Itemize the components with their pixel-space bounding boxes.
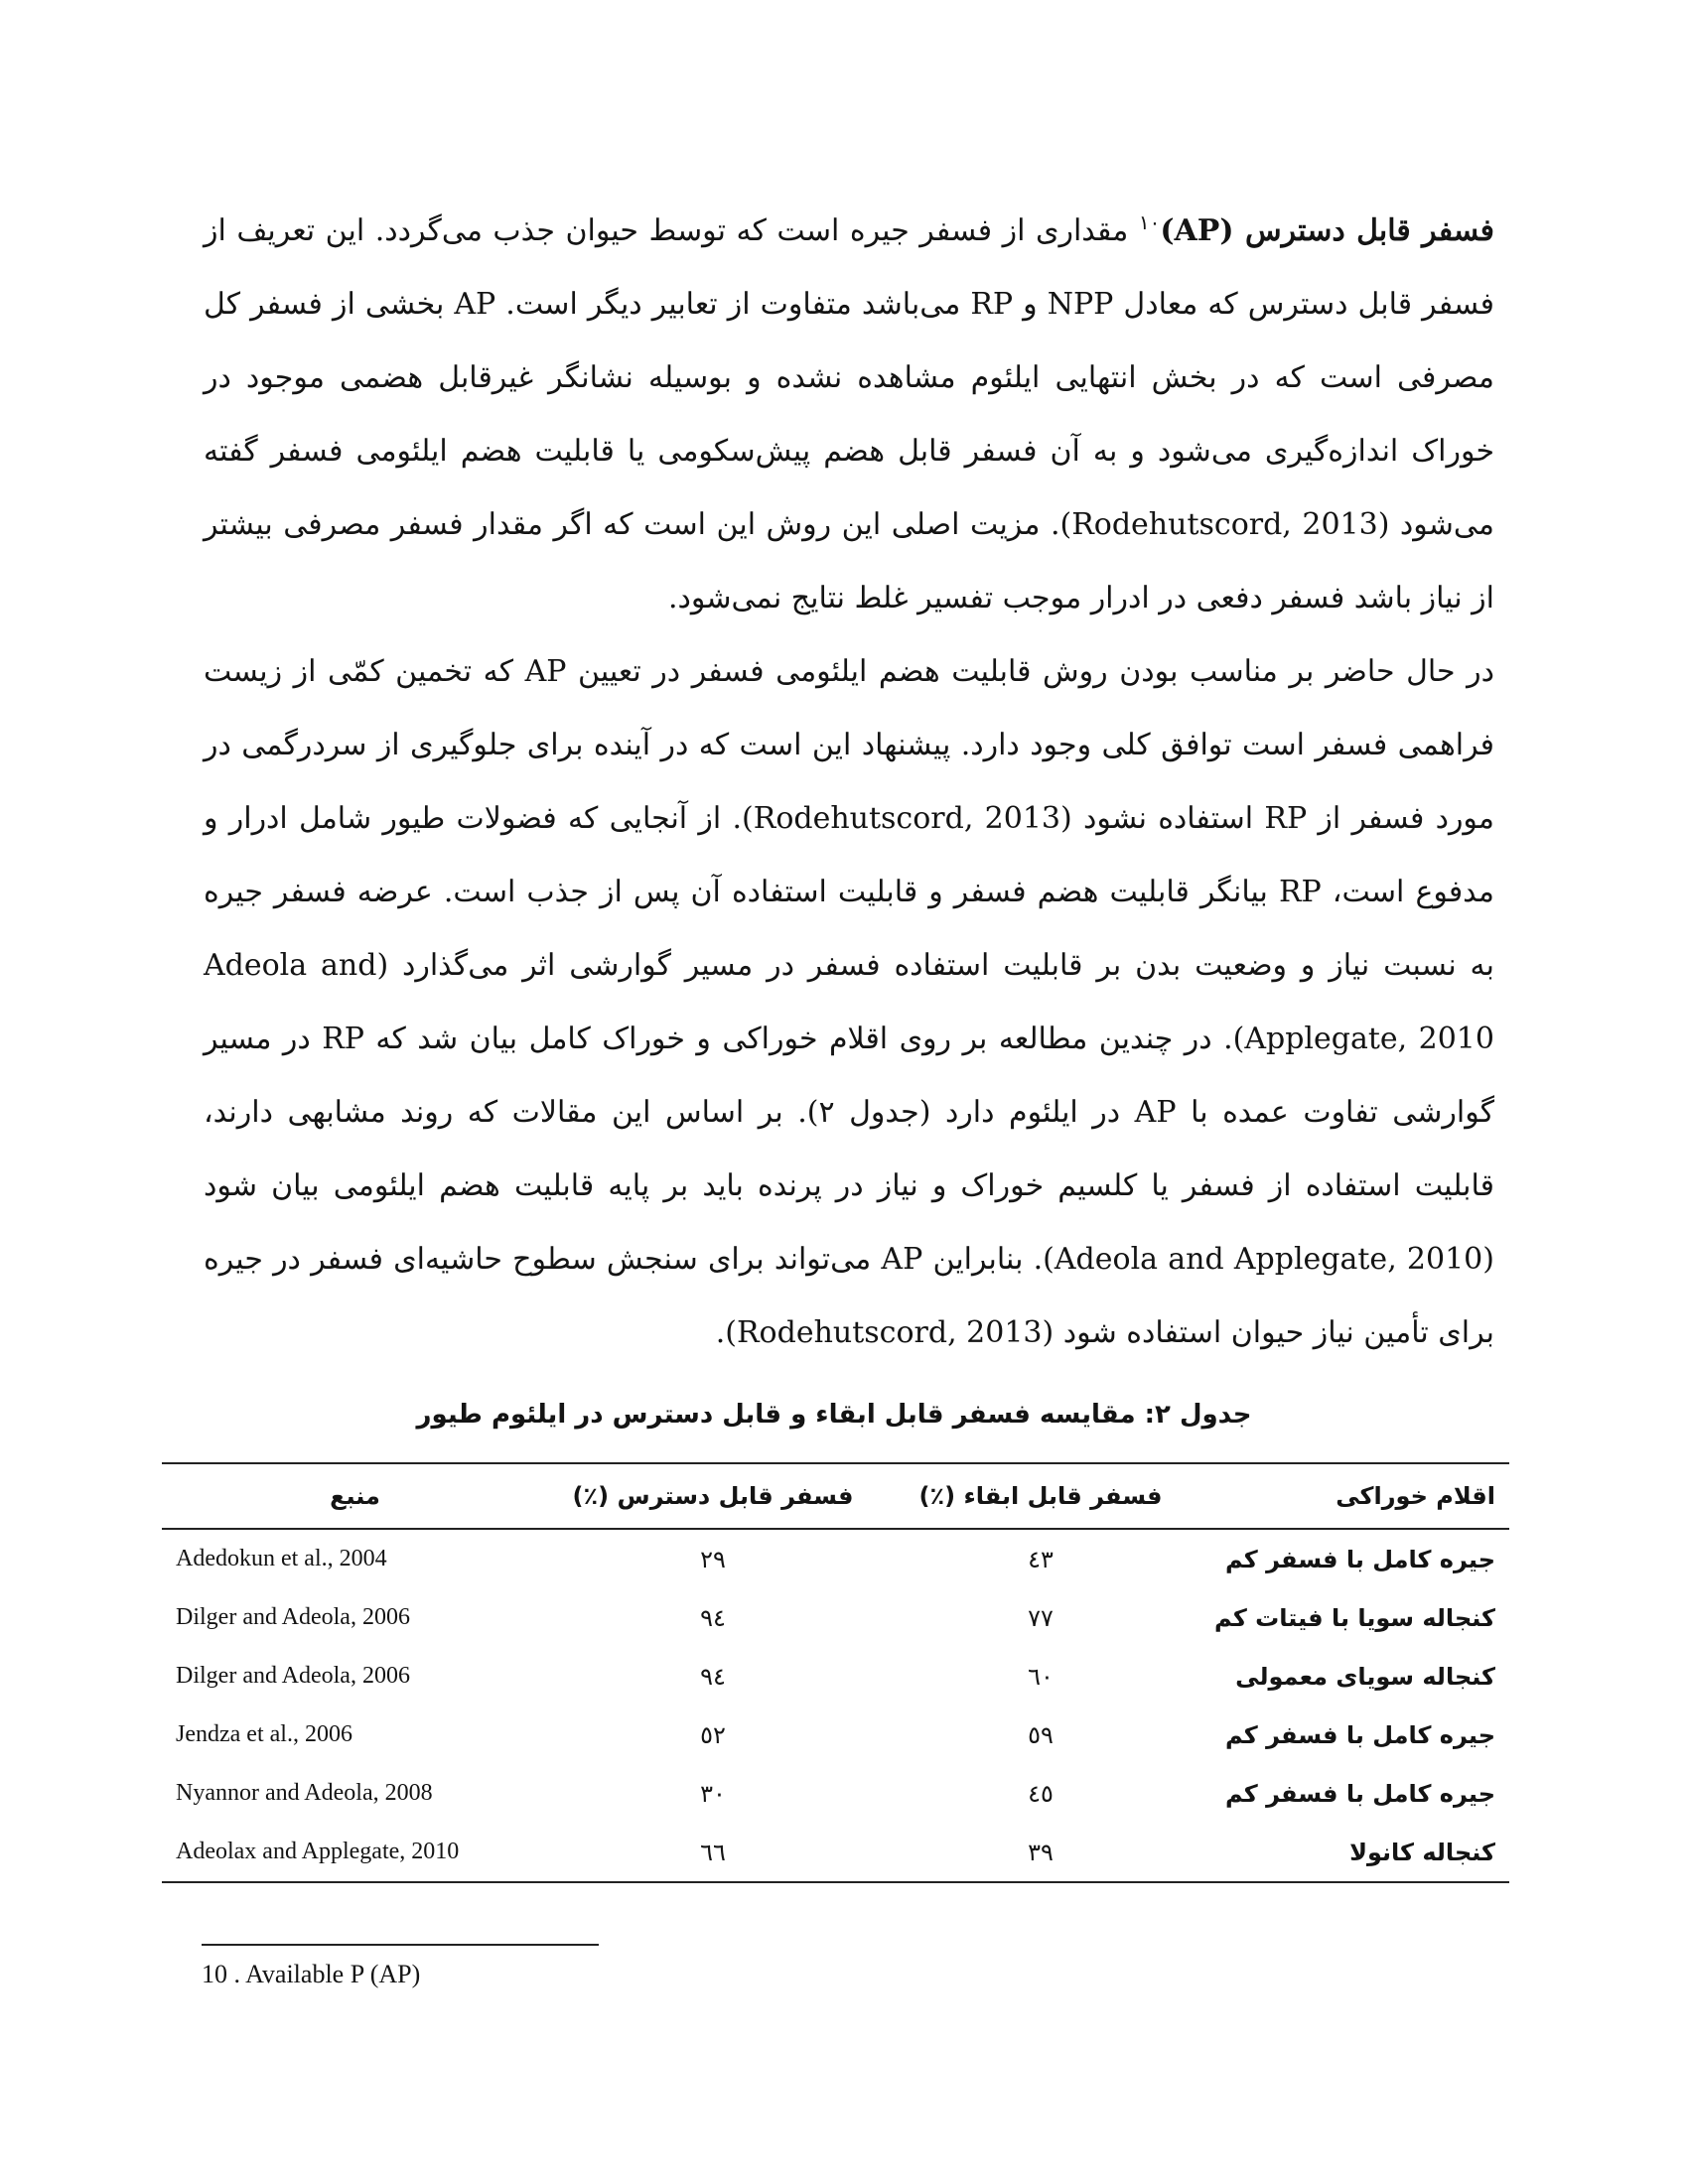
table-row (162, 1588, 1509, 1647)
cell-source: Dilger and Adeola, 2006 (176, 1663, 410, 1689)
header-available-p: فسفر قابل دسترس (٪) (549, 1463, 877, 1529)
cell-available-p: ٦٦ (549, 1823, 877, 1882)
cell-source: Adeolax and Applegate, 2010 (162, 1823, 549, 1882)
header-source: منبع (162, 1463, 549, 1529)
cell-retained-p: ٤٥ (1028, 1779, 1054, 1808)
body-text (204, 195, 1494, 1370)
cell-available-p: ۹٤ (700, 1662, 726, 1691)
cell-feed-item: جیره کامل با فسفر کم (1224, 1545, 1495, 1573)
table-caption: جدول ۲: مقایسه فسفر قابل ابقاء و قابل دسترس در ایلئوم طیور (416, 1400, 1252, 1430)
cell-source: Jendza et al., 2006 (176, 1721, 352, 1747)
cell-feed-item: کنجاله سویای معمولی (1235, 1662, 1495, 1691)
term-bold: فسفر قابل دسترس (AP) (1160, 213, 1494, 248)
table-row (162, 1529, 1509, 1588)
table-row (162, 1647, 1509, 1706)
paragraph-2: در حال حاضر بر مناسب بودن روش قابلیت هضم ایلئومی فسفر در تعیین AP که تخمین کمّی از زیست فراهمی فسفر است توافق کلی وجود دارد. پیشنهاد این است که در آینده برای جلوگیری از سردرگمی در مورد فسفر از RP استفاده نشود (Rodehutscord, 2013). از آنجایی که فضولات طیور شامل ادرار و مدفوع است، RP بیانگر قابلیت هضم فسفر و قابلیت استفاده آن پس از جذب است. عرضه فسفر جیره به نسبت نیاز و وضعیت بدن بر قابلیت استفاده فسفر در مسیر گوارشی اثر می‌گذارد (Adeola and Applegate, 2010). در چندین مطالعه بر روی اقلام خوراکی و خوراک کامل بیان شد که RP در مسیر گوارشی تفاوت عمده با AP در ایلئوم دارد (جدول ۲). بر اساس این مقالات که روند مشابهی دارند، قابلیت استفاده از فسفر یا کلسیم خوراک و نیاز در پرنده باید بر پایه قابلیت هضم ایلئومی بیان شود (Adeola and Applegate, 2010). بنابراین AP می‌تواند برای سنجش سطوح حاشیه‌ای فسفر در جیره برای تأمین نیاز حیوان استفاده شود (Rodehutscord, 2013). (204, 654, 1495, 1350)
cell-source: Dilger and Adeola, 2006 (176, 1604, 410, 1630)
header-feed-item: اقلام خوراکی (1204, 1463, 1509, 1529)
cell-available-p: ۹٤ (700, 1603, 726, 1632)
table-row (162, 1706, 1509, 1764)
cell-feed-item: جیره کامل با فسفر کم (1224, 1779, 1495, 1808)
cell-source: Adedokun et al., 2004 (176, 1546, 387, 1571)
paragraph-1 (204, 195, 1494, 635)
cell-feed-item: کنجاله کانولا (1204, 1823, 1509, 1882)
cell-available-p: ۲۹ (700, 1545, 726, 1573)
table-row (162, 1764, 1509, 1823)
footnote-mark: ۱۰ (1138, 210, 1161, 234)
table-header-row (162, 1463, 1509, 1529)
cell-available-p: ۳۰ (700, 1779, 726, 1808)
cell-retained-p: ٤٣ (1028, 1545, 1054, 1573)
cell-retained-p: ۷۷ (1028, 1603, 1054, 1632)
cell-feed-item: کنجاله سویا با فیتات کم (1214, 1603, 1495, 1632)
cell-retained-p: ۳۹ (877, 1823, 1204, 1882)
paragraph-1-text: مقداری از فسفر جیره است که توسط حیوان جذب می‌گردد. این تعریف از فسفر قابل دسترس که معادل NPP و RP می‌باشد متفاوت از تعابیر دیگر است. AP بخشی از فسفر کل مصرفی است که در بخش انتهایی ایلئوم مشاهده نشده و بوسیله نشانگر غیرقابل هضمی موجود در خوراک اندازه‌گیری می‌شود و به آن فسفر قابل هضم پیش‌سکومی یا قابلیت هضم ایلئومی فسفر گفته می‌شود (Rodehutscord, 2013). مزیت اصلی این روش این است که اگر مقدار فسفر مصرفی بیشتر از نیاز باشد فسفر دفعی در ادرار موجب تفسیر غلط نتایج نمی‌شود. (204, 213, 1494, 615)
header-retained-p: فسفر قابل ابقاء (٪) (877, 1463, 1204, 1529)
cell-source: Nyannor and Adeola, 2008 (176, 1780, 433, 1806)
cell-retained-p: ٦۰ (1028, 1662, 1054, 1691)
footnote-divider (202, 1944, 599, 1946)
cell-retained-p: ٥۹ (1028, 1720, 1054, 1749)
footnote: 10 . Available P (AP) (202, 1960, 421, 1988)
table-row (162, 1823, 1509, 1882)
cell-available-p: ٥۲ (700, 1720, 726, 1749)
comparison-table (162, 1462, 1509, 1883)
cell-feed-item: جیره کامل با فسفر کم (1224, 1720, 1495, 1749)
